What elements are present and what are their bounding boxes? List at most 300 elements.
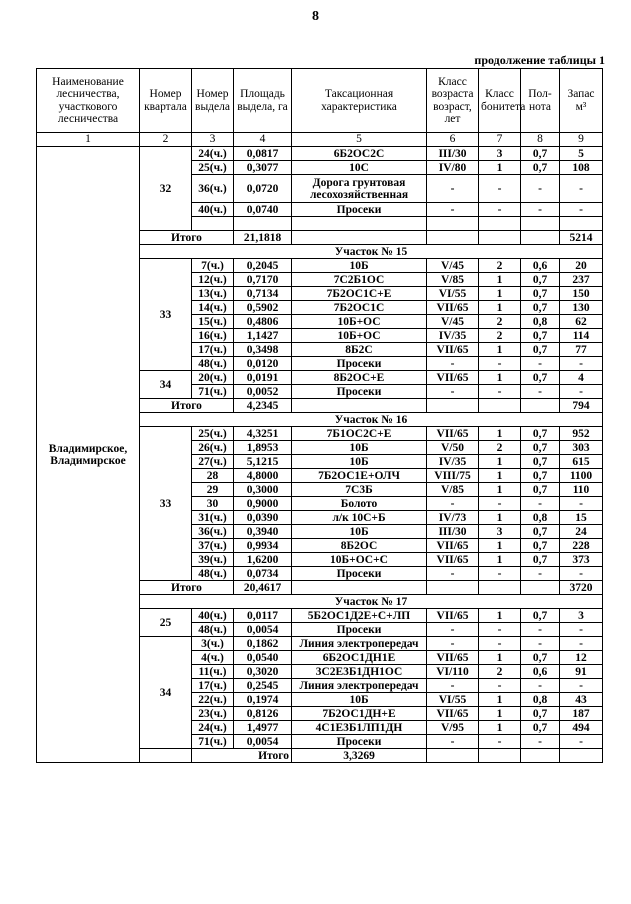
quarter-number: 34 xyxy=(140,637,192,749)
plot-number: 17(ч.) xyxy=(192,343,234,357)
total-label: Итого xyxy=(140,581,234,595)
density-value: 0,7 xyxy=(521,651,560,665)
total-area: 4,2345 xyxy=(234,399,292,413)
area-value: 0,0390 xyxy=(234,511,292,525)
age-class-value: III/30 xyxy=(427,147,479,161)
area-value: 0,4806 xyxy=(234,315,292,329)
stock-value: 615 xyxy=(560,455,603,469)
blank-cell xyxy=(479,581,521,595)
area-value: 0,0191 xyxy=(234,371,292,385)
plot-number: 36(ч.) xyxy=(192,525,234,539)
stock-value: 12 xyxy=(560,651,603,665)
density-value: 0,7 xyxy=(521,147,560,161)
age-class-value: VII/65 xyxy=(427,427,479,441)
area-value: 0,3498 xyxy=(234,343,292,357)
density-value: - xyxy=(521,203,560,217)
stock-value: 114 xyxy=(560,329,603,343)
age-class-value: VI/55 xyxy=(427,693,479,707)
age-class-value: VII/65 xyxy=(427,553,479,567)
area-value: 0,0720 xyxy=(234,175,292,203)
blank-cell xyxy=(427,399,479,413)
density-value: 0,6 xyxy=(521,259,560,273)
header-forestry: Наименование лесничества, участкового лесничества xyxy=(37,69,140,133)
plot-number: 17(ч.) xyxy=(192,679,234,693)
stock-value: 952 xyxy=(560,427,603,441)
age-class-value: - xyxy=(427,203,479,217)
density-value: - xyxy=(521,357,560,371)
plot-number: 25(ч.) xyxy=(192,427,234,441)
column-number: 9 xyxy=(560,133,603,147)
density-value: - xyxy=(521,175,560,203)
taxation-value: 10Б+ОС xyxy=(292,315,427,329)
stock-value: 4 xyxy=(560,371,603,385)
taxation-value: Линия электропередач xyxy=(292,637,427,651)
total-stock: 5214 xyxy=(560,231,603,245)
age-class-value: VII/65 xyxy=(427,539,479,553)
taxation-value: 7С3Б xyxy=(292,483,427,497)
blank-cell xyxy=(560,217,603,231)
age-class-value: V/45 xyxy=(427,315,479,329)
age-class-value: IV/35 xyxy=(427,455,479,469)
stock-value: - xyxy=(560,623,603,637)
bonitet-value: - xyxy=(479,679,521,693)
blank-cell xyxy=(292,581,427,595)
taxation-value: 8Б2ОС xyxy=(292,539,427,553)
bonitet-value: 3 xyxy=(479,147,521,161)
taxation-value: 8Б2ОС+Е xyxy=(292,371,427,385)
area-value: 0,9934 xyxy=(234,539,292,553)
taxation-value: Болото xyxy=(292,497,427,511)
plot-number: 37(ч.) xyxy=(192,539,234,553)
section-title: Участок № 16 xyxy=(140,413,603,427)
bonitet-value: - xyxy=(479,385,521,399)
column-number: 4 xyxy=(234,133,292,147)
stock-value: 91 xyxy=(560,665,603,679)
quarter-number: 34 xyxy=(140,371,192,399)
bonitet-value: 1 xyxy=(479,455,521,469)
total-area: 3,3269 xyxy=(292,749,427,763)
density-value: 0,6 xyxy=(521,665,560,679)
plot-number: 25(ч.) xyxy=(192,161,234,175)
area-value: 0,3000 xyxy=(234,483,292,497)
page-number: 8 xyxy=(312,9,319,24)
taxation-value: 10Б xyxy=(292,525,427,539)
bonitet-value: - xyxy=(479,623,521,637)
area-value: 0,1974 xyxy=(234,693,292,707)
density-value: 0,7 xyxy=(521,525,560,539)
area-value: 1,6200 xyxy=(234,553,292,567)
taxation-value: Линия электропередач xyxy=(292,679,427,693)
density-value: - xyxy=(521,567,560,581)
quarter-number: 33 xyxy=(140,259,192,371)
plot-number: 48(ч.) xyxy=(192,357,234,371)
age-class-value: III/30 xyxy=(427,525,479,539)
stock-value: 5 xyxy=(560,147,603,161)
blank-cell xyxy=(521,217,560,231)
bonitet-value: - xyxy=(479,357,521,371)
age-class-value: - xyxy=(427,623,479,637)
density-value: - xyxy=(521,497,560,511)
density-value: 0,7 xyxy=(521,329,560,343)
quarter-number: 33 xyxy=(140,427,192,581)
stock-value: - xyxy=(560,735,603,749)
blank-cell xyxy=(292,231,427,245)
age-class-value: VIII/75 xyxy=(427,469,479,483)
bonitet-value: 1 xyxy=(479,693,521,707)
blank-cell xyxy=(292,217,427,231)
area-value: 0,3940 xyxy=(234,525,292,539)
section-title: Участок № 17 xyxy=(140,595,603,609)
stock-value: - xyxy=(560,567,603,581)
density-value: 0,7 xyxy=(521,371,560,385)
area-value: 0,0120 xyxy=(234,357,292,371)
stock-value: 494 xyxy=(560,721,603,735)
header-bonitet: Класс бонитета xyxy=(479,69,521,133)
bonitet-value: - xyxy=(479,735,521,749)
density-value: 0,7 xyxy=(521,441,560,455)
age-class-value: - xyxy=(427,385,479,399)
taxation-value: Просеки xyxy=(292,203,427,217)
bonitet-value: 1 xyxy=(479,161,521,175)
plot-number: 11(ч.) xyxy=(192,665,234,679)
blank-cell xyxy=(427,749,479,763)
area-value: 0,2545 xyxy=(234,679,292,693)
age-class-value: V/85 xyxy=(427,273,479,287)
age-class-value: V/85 xyxy=(427,483,479,497)
density-value: 0,7 xyxy=(521,469,560,483)
stock-value: 24 xyxy=(560,525,603,539)
age-class-value: VII/65 xyxy=(427,609,479,623)
density-value: 0,7 xyxy=(521,301,560,315)
taxation-value: 7Б2ОС1С xyxy=(292,301,427,315)
total-label: Итого xyxy=(140,399,234,413)
blank-cell xyxy=(521,749,560,763)
area-value: 0,3020 xyxy=(234,665,292,679)
age-class-value: - xyxy=(427,637,479,651)
bonitet-value: - xyxy=(479,175,521,203)
area-value: 4,8000 xyxy=(234,469,292,483)
blank-cell xyxy=(427,217,479,231)
area-value: 4,3251 xyxy=(234,427,292,441)
age-class-value: IV/35 xyxy=(427,329,479,343)
plot-number: 3(ч.) xyxy=(192,637,234,651)
density-value: 0,7 xyxy=(521,427,560,441)
stock-value: 1100 xyxy=(560,469,603,483)
stock-value: 228 xyxy=(560,539,603,553)
area-value: 0,3077 xyxy=(234,161,292,175)
age-class-value: VII/65 xyxy=(427,343,479,357)
taxation-value: 10Б xyxy=(292,693,427,707)
blank-cell xyxy=(521,581,560,595)
column-number: 7 xyxy=(479,133,521,147)
density-value: 0,8 xyxy=(521,511,560,525)
taxation-value: 4С1Е3Б1ЛП1ДН xyxy=(292,721,427,735)
bonitet-value: 1 xyxy=(479,287,521,301)
area-value: 0,0540 xyxy=(234,651,292,665)
density-value: 0,7 xyxy=(521,707,560,721)
plot-number: 31(ч.) xyxy=(192,511,234,525)
density-value: 0,8 xyxy=(521,693,560,707)
density-value: - xyxy=(521,385,560,399)
stock-value: 110 xyxy=(560,483,603,497)
area-value: 0,2045 xyxy=(234,259,292,273)
taxation-value: 10Б xyxy=(292,455,427,469)
plot-number: 22(ч.) xyxy=(192,693,234,707)
bonitet-value: 2 xyxy=(479,315,521,329)
header-area: Площадь выдела, га xyxy=(234,69,292,133)
blank-cell xyxy=(479,749,521,763)
age-class-value: VII/65 xyxy=(427,707,479,721)
total-label: Итого xyxy=(192,749,292,763)
plot-number: 12(ч.) xyxy=(192,273,234,287)
bonitet-value: 1 xyxy=(479,427,521,441)
taxation-value: 7С2Б1ОС xyxy=(292,273,427,287)
age-class-value: - xyxy=(427,567,479,581)
blank-cell xyxy=(192,217,234,231)
column-number: 6 xyxy=(427,133,479,147)
taxation-value: Просеки xyxy=(292,567,427,581)
plot-number: 26(ч.) xyxy=(192,441,234,455)
density-value: 0,7 xyxy=(521,539,560,553)
blank-cell xyxy=(521,231,560,245)
bonitet-value: - xyxy=(479,497,521,511)
stock-value: 373 xyxy=(560,553,603,567)
density-value: 0,7 xyxy=(521,483,560,497)
area-value: 0,0740 xyxy=(234,203,292,217)
density-value: 0,7 xyxy=(521,343,560,357)
bonitet-value: 3 xyxy=(479,525,521,539)
age-class-value: - xyxy=(427,175,479,203)
density-value: 0,7 xyxy=(521,553,560,567)
total-area: 21,1818 xyxy=(234,231,292,245)
plot-number: 15(ч.) xyxy=(192,315,234,329)
plot-number: 20(ч.) xyxy=(192,371,234,385)
density-value: - xyxy=(521,735,560,749)
stock-value: - xyxy=(560,203,603,217)
total-stock: 794 xyxy=(560,399,603,413)
blank-cell xyxy=(292,399,427,413)
age-class-value: - xyxy=(427,497,479,511)
age-class-value: IV/73 xyxy=(427,511,479,525)
column-number: 5 xyxy=(292,133,427,147)
header-density: Пол-нота xyxy=(521,69,560,133)
bonitet-value: 1 xyxy=(479,553,521,567)
plot-number: 16(ч.) xyxy=(192,329,234,343)
bonitet-value: 1 xyxy=(479,273,521,287)
column-number: 1 xyxy=(37,133,140,147)
density-value: 0,8 xyxy=(521,315,560,329)
area-value: 0,0817 xyxy=(234,147,292,161)
age-class-value: VII/65 xyxy=(427,651,479,665)
stock-value: 150 xyxy=(560,287,603,301)
plot-number: 13(ч.) xyxy=(192,287,234,301)
blank-cell xyxy=(234,217,292,231)
quarter-number: 25 xyxy=(140,609,192,637)
area-value: 1,4977 xyxy=(234,721,292,735)
area-value: 0,0052 xyxy=(234,385,292,399)
stock-value: 20 xyxy=(560,259,603,273)
stock-value: 62 xyxy=(560,315,603,329)
bonitet-value: 2 xyxy=(479,329,521,343)
taxation-value: 10С xyxy=(292,161,427,175)
blank-cell xyxy=(479,399,521,413)
table-continuation-note: продолжение таблицы 1 xyxy=(474,53,605,67)
age-class-value: VI/55 xyxy=(427,287,479,301)
header-row xyxy=(37,69,603,133)
plot-number: 40(ч.) xyxy=(192,609,234,623)
bonitet-value: 2 xyxy=(479,259,521,273)
plot-number: 27(ч.) xyxy=(192,455,234,469)
density-value: 0,7 xyxy=(521,609,560,623)
taxation-value: 5Б2ОС1Д2Е+С+ЛП xyxy=(292,609,427,623)
plot-number: 23(ч.) xyxy=(192,707,234,721)
bonitet-value: 1 xyxy=(479,511,521,525)
taxation-value: Просеки xyxy=(292,357,427,371)
table-row xyxy=(37,147,603,161)
blank-cell xyxy=(560,749,603,763)
stock-value: 187 xyxy=(560,707,603,721)
area-value: 1,8953 xyxy=(234,441,292,455)
plot-number: 71(ч.) xyxy=(192,385,234,399)
age-class-value: V/50 xyxy=(427,441,479,455)
bonitet-value: 1 xyxy=(479,539,521,553)
taxation-value: Просеки xyxy=(292,735,427,749)
blank-cell xyxy=(140,749,192,763)
plot-number: 48(ч.) xyxy=(192,567,234,581)
density-value: - xyxy=(521,679,560,693)
taxation-value: л/к 10С+Б xyxy=(292,511,427,525)
area-value: 0,9000 xyxy=(234,497,292,511)
area-value: 5,1215 xyxy=(234,455,292,469)
taxation-value: 10Б xyxy=(292,259,427,273)
stock-value: 303 xyxy=(560,441,603,455)
age-class-value: V/45 xyxy=(427,259,479,273)
quarter-number: 32 xyxy=(140,147,192,231)
age-class-value: VII/65 xyxy=(427,301,479,315)
stock-value: 43 xyxy=(560,693,603,707)
stock-value: - xyxy=(560,637,603,651)
area-value: 0,0117 xyxy=(234,609,292,623)
taxation-value: 7Б2ОС1Е+ОЛЧ xyxy=(292,469,427,483)
bonitet-value: 1 xyxy=(479,301,521,315)
taxation-value: Просеки xyxy=(292,385,427,399)
bonitet-value: 1 xyxy=(479,483,521,497)
blank-cell xyxy=(521,399,560,413)
density-value: - xyxy=(521,623,560,637)
plot-number: 40(ч.) xyxy=(192,203,234,217)
plot-number: 7(ч.) xyxy=(192,259,234,273)
taxation-value: 6Б2ОС2С xyxy=(292,147,427,161)
stock-value: 77 xyxy=(560,343,603,357)
age-class-value: VI/110 xyxy=(427,665,479,679)
plot-number: 30 xyxy=(192,497,234,511)
bonitet-value: 2 xyxy=(479,441,521,455)
plot-number: 4(ч.) xyxy=(192,651,234,665)
bonitet-value: - xyxy=(479,637,521,651)
plot-number: 24(ч.) xyxy=(192,721,234,735)
taxation-value: 8Б2С xyxy=(292,343,427,357)
age-class-value: V/95 xyxy=(427,721,479,735)
area-value: 1,1427 xyxy=(234,329,292,343)
plot-number: 14(ч.) xyxy=(192,301,234,315)
taxation-value: 7Б2ОС1ДН+Е xyxy=(292,707,427,721)
density-value: - xyxy=(521,637,560,651)
total-stock: 3720 xyxy=(560,581,603,595)
taxation-value: 10Б xyxy=(292,441,427,455)
blank-cell xyxy=(479,217,521,231)
stock-value: 130 xyxy=(560,301,603,315)
taxation-value: 7Б1ОС2С+Е xyxy=(292,427,427,441)
stock-value: - xyxy=(560,497,603,511)
plot-number: 39(ч.) xyxy=(192,553,234,567)
header-quarter: Номер квартала xyxy=(140,69,192,133)
plot-number: 36(ч.) xyxy=(192,175,234,203)
header-plot: Номер выдела xyxy=(192,69,234,133)
area-value: 0,5902 xyxy=(234,301,292,315)
bonitet-value: 1 xyxy=(479,371,521,385)
area-value: 0,1862 xyxy=(234,637,292,651)
stock-value: 237 xyxy=(560,273,603,287)
column-number: 8 xyxy=(521,133,560,147)
bonitet-value: 1 xyxy=(479,721,521,735)
bonitet-value: 1 xyxy=(479,469,521,483)
bonitet-value: 1 xyxy=(479,343,521,357)
density-value: 0,7 xyxy=(521,161,560,175)
total-label: Итого xyxy=(140,231,234,245)
stock-value: - xyxy=(560,357,603,371)
column-number-row xyxy=(37,133,603,147)
taxation-table xyxy=(36,68,603,763)
blank-cell xyxy=(479,231,521,245)
area-value: 0,7134 xyxy=(234,287,292,301)
blank-cell xyxy=(427,231,479,245)
bonitet-value: 2 xyxy=(479,665,521,679)
taxation-value: 6Б2ОС1ДН1Е xyxy=(292,651,427,665)
plot-number: 24(ч.) xyxy=(192,147,234,161)
stock-value: - xyxy=(560,679,603,693)
stock-value: 3 xyxy=(560,609,603,623)
header-age-class: Класс возраста возраст, лет xyxy=(427,69,479,133)
stock-value: - xyxy=(560,175,603,203)
plot-number: 71(ч.) xyxy=(192,735,234,749)
density-value: 0,7 xyxy=(521,273,560,287)
plot-number: 48(ч.) xyxy=(192,623,234,637)
stock-value: 108 xyxy=(560,161,603,175)
plot-number: 29 xyxy=(192,483,234,497)
total-area: 20,4617 xyxy=(234,581,292,595)
age-class-value: - xyxy=(427,679,479,693)
area-value: 0,7170 xyxy=(234,273,292,287)
taxation-value: 3С2Е3Б1ДН1ОС xyxy=(292,665,427,679)
bonitet-value: - xyxy=(479,203,521,217)
section-title: Участок № 15 xyxy=(140,245,603,259)
area-value: 0,0734 xyxy=(234,567,292,581)
age-class-value: - xyxy=(427,735,479,749)
area-value: 0,0054 xyxy=(234,735,292,749)
taxation-value: Дорога грунтовая лесохозяйственная xyxy=(292,175,427,203)
age-class-value: IV/80 xyxy=(427,161,479,175)
age-class-value: VII/65 xyxy=(427,371,479,385)
bonitet-value: 1 xyxy=(479,707,521,721)
taxation-value: 10Б+ОС+С xyxy=(292,553,427,567)
forestry-name-cell: Владимирское, Владимирское xyxy=(37,147,140,763)
taxation-value: Просеки xyxy=(292,623,427,637)
area-value: 0,8126 xyxy=(234,707,292,721)
bonitet-value: 1 xyxy=(479,609,521,623)
column-number: 3 xyxy=(192,133,234,147)
column-number: 2 xyxy=(140,133,192,147)
stock-value: - xyxy=(560,385,603,399)
